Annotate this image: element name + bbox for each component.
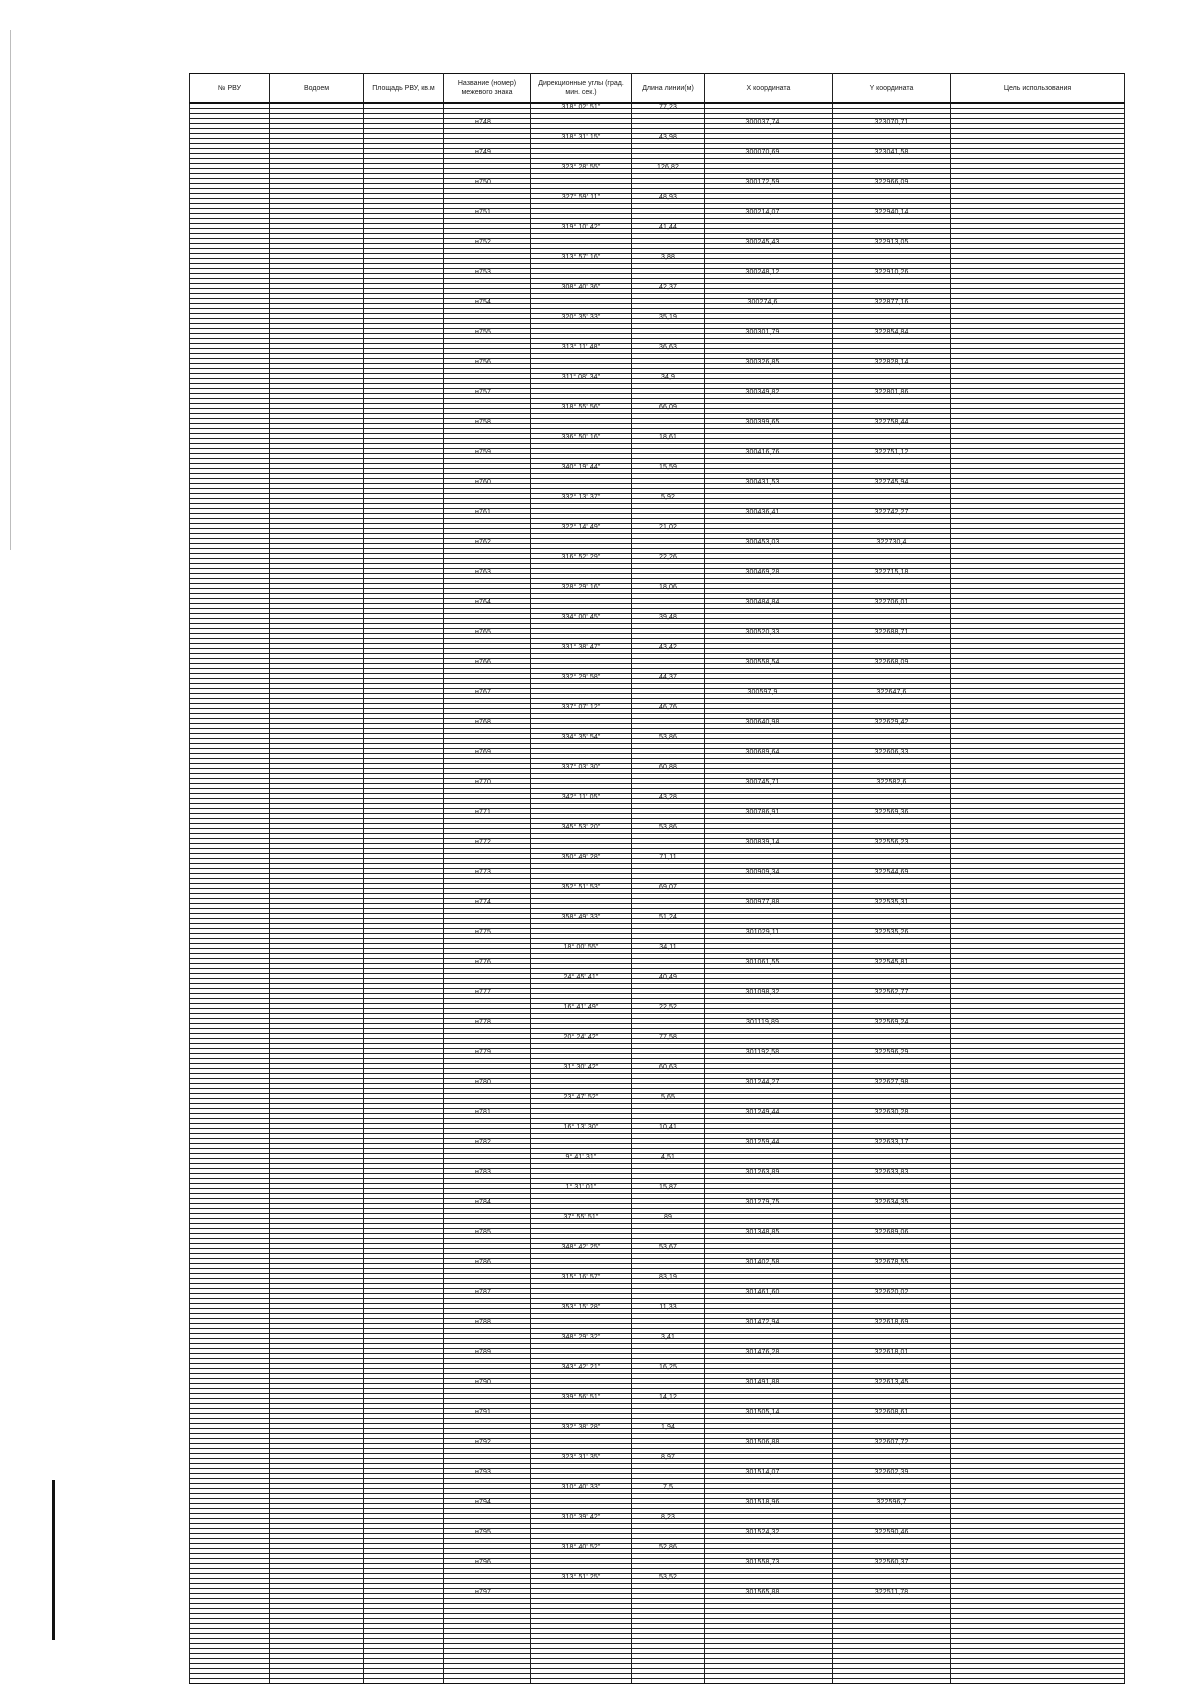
x-coordinate-value: 301061,55: [745, 959, 780, 966]
y-coordinate-value: 322647,6: [876, 689, 907, 696]
boundary-point-label: н774: [475, 899, 491, 906]
boundary-point-label: н775: [475, 929, 491, 936]
x-coordinate-value: 300597,9: [747, 689, 778, 696]
x-coordinate-value: 300274,6: [747, 299, 778, 306]
line-length-value: 53,86: [658, 734, 678, 741]
line-length-value: 77,58: [658, 1034, 678, 1041]
direction-angle-value: 308° 40' 36": [561, 284, 601, 291]
y-coordinate-value: 322940,14: [874, 209, 909, 216]
boundary-point-label: н793: [475, 1469, 491, 1476]
line-length-value: 7,5: [662, 1484, 674, 1491]
x-coordinate-value: 300326,85: [745, 359, 780, 366]
boundary-point-label: н784: [475, 1199, 491, 1206]
boundary-point-label: н786: [475, 1259, 491, 1266]
direction-angle-value: 1° 31' 01": [565, 1184, 597, 1191]
line-length-value: 5,65: [660, 1094, 676, 1101]
x-coordinate-value: 301192,58: [745, 1049, 780, 1056]
x-coordinate-value: 301402,58: [745, 1259, 780, 1266]
y-coordinate-value: 322854,84: [874, 329, 909, 336]
y-coordinate-value: 322877,16: [874, 299, 909, 306]
line-length-value: 41,44: [658, 224, 678, 231]
boundary-point-label: н769: [475, 749, 491, 756]
y-coordinate-value: 322668,09: [874, 659, 909, 666]
boundary-point-label: н782: [475, 1139, 491, 1146]
boundary-point-label: н759: [475, 449, 491, 456]
direction-angle-value: 337° 03' 30": [561, 764, 601, 771]
boundary-point-label: н779: [475, 1049, 491, 1056]
direction-angle-value: 345° 53' 20": [561, 824, 601, 831]
x-coordinate-value: 300070,69: [745, 149, 780, 156]
x-coordinate-value: 301476,28: [745, 1349, 780, 1356]
x-coordinate-value: 300640,98: [745, 719, 780, 726]
x-coordinate-value: 300301,79: [745, 329, 780, 336]
direction-angle-value: 331° 38' 47": [561, 644, 601, 651]
boundary-point-label: н777: [475, 989, 491, 996]
direction-angle-value: 18° 00' 55": [563, 944, 599, 951]
x-coordinate-value: 301518,96: [745, 1499, 780, 1506]
x-coordinate-value: 300172,59: [745, 179, 780, 186]
direction-angle-value: 313° 57' 16": [561, 254, 601, 261]
y-coordinate-value: 322562,77: [874, 989, 909, 996]
y-coordinate-value: 322535,31: [874, 899, 909, 906]
line-length-value: 48,93: [658, 194, 678, 201]
x-coordinate-value: 301279,75: [745, 1199, 780, 1206]
direction-angle-value: 342° 11' 05": [561, 794, 601, 801]
x-coordinate-value: 300399,65: [745, 419, 780, 426]
header-usage-purpose: Цель использования: [951, 74, 1125, 104]
boundary-point-label: н785: [475, 1229, 491, 1236]
y-coordinate-value: 322606,33: [874, 749, 909, 756]
line-length-value: 53,86: [658, 824, 678, 831]
direction-angle-value: 352° 51' 53": [561, 884, 601, 891]
line-length-value: 53,52: [658, 1574, 678, 1581]
direction-angle-value: 318° 55' 56": [561, 404, 601, 411]
direction-angle-value: 332° 38' 28": [561, 1424, 601, 1431]
direction-angle-value: 318° 02' 51": [561, 104, 601, 111]
x-coordinate-value: 300453,03: [745, 539, 780, 546]
y-coordinate-value: 322745,94: [874, 479, 909, 486]
y-coordinate-value: 322596,7: [876, 1499, 907, 1506]
x-coordinate-value: 300689,64: [745, 749, 780, 756]
header-water-body: Водоем: [270, 74, 364, 104]
line-length-value: 15,59: [658, 464, 678, 471]
y-coordinate-value: 322544,69: [874, 869, 909, 876]
line-length-value: 71,11: [659, 854, 677, 861]
line-length-value: 69,07: [658, 884, 678, 891]
direction-angle-value: 313° 51' 25": [561, 1574, 601, 1581]
y-coordinate-value: 322678,55: [874, 1259, 909, 1266]
x-coordinate-value: 300214,07: [745, 209, 780, 216]
x-coordinate-value: 300745,71: [745, 779, 780, 786]
boundary-point-label: н761: [475, 509, 491, 516]
table-body: [190, 103, 1125, 1684]
y-coordinate-value: 322913,05: [874, 239, 909, 246]
header-direction-angles: Дирекционные углы (град. мин. сек.): [531, 74, 632, 104]
y-coordinate-value: 322618,69: [874, 1319, 909, 1326]
x-coordinate-value: 300484,84: [745, 599, 780, 606]
x-coordinate-value: 301119,89: [746, 1019, 779, 1026]
line-length-value: 60,63: [658, 1064, 678, 1071]
table-cell: [531, 1679, 632, 1684]
boundary-point-label: н770: [475, 779, 491, 786]
header-y-coordinate: Y координата: [833, 74, 951, 104]
header-area: Площадь РВУ, кв.м: [364, 74, 444, 104]
direction-angle-value: 37° 55' 51": [563, 1214, 599, 1221]
boundary-point-label: н792: [475, 1439, 491, 1446]
scan-edge-mark: [52, 1480, 55, 1640]
x-coordinate-value: 300248,12: [745, 269, 780, 276]
line-length-value: 43,98: [658, 134, 678, 141]
x-coordinate-value: 300349,82: [745, 389, 780, 396]
x-coordinate-value: 301249,44: [745, 1109, 780, 1116]
line-length-value: 60,88: [658, 764, 678, 771]
table-cell: [270, 1679, 364, 1684]
y-coordinate-value: 322730,4: [876, 539, 907, 546]
y-coordinate-value: 322706,01: [874, 599, 909, 606]
boundary-point-label: н758: [475, 419, 491, 426]
boundary-point-label: н788: [475, 1319, 491, 1326]
table-cell: [364, 1679, 444, 1684]
direction-angle-value: 353° 15' 28": [561, 1304, 601, 1311]
x-coordinate-value: 301491,88: [745, 1379, 780, 1386]
boundary-point-label: н766: [475, 659, 491, 666]
y-coordinate-value: 322582,6: [876, 779, 907, 786]
table-cell: [705, 1679, 833, 1684]
table-row: [190, 1679, 1125, 1684]
boundary-point-label: н796: [475, 1559, 491, 1566]
boundary-point-label: н771: [475, 809, 491, 816]
x-coordinate-value: 300977,88: [745, 899, 780, 906]
direction-angle-value: 328° 29' 16": [561, 584, 601, 591]
direction-angle-value: 318° 40' 52": [561, 1544, 601, 1551]
line-length-value: 35,19: [658, 314, 678, 321]
x-coordinate-value: 300431,53: [745, 479, 780, 486]
direction-angle-value: 334° 00' 45": [561, 614, 601, 621]
table-cell: [632, 1679, 705, 1684]
y-coordinate-value: 322569,24: [874, 1019, 909, 1026]
line-length-value: 89: [664, 1214, 672, 1221]
line-length-value: 51,24: [658, 914, 678, 921]
boundary-point-label: н755: [475, 329, 491, 336]
table-cell: [833, 1679, 951, 1684]
y-coordinate-value: 322828,14: [874, 359, 909, 366]
boundary-point-label: н750: [475, 179, 491, 186]
boundary-point-label: н772: [475, 839, 491, 846]
x-coordinate-value: 300520,33: [745, 629, 780, 636]
y-coordinate-value: 322633,83: [874, 1169, 909, 1176]
y-coordinate-value: 322689,06: [874, 1229, 909, 1236]
line-length-value: 34,9: [660, 374, 676, 381]
y-coordinate-value: 322751,12: [874, 449, 909, 456]
header-rvu-number: № РВУ: [190, 74, 270, 104]
x-coordinate-value: 301263,89: [745, 1169, 780, 1176]
direction-angle-value: 310° 39' 42": [561, 1514, 601, 1521]
x-coordinate-value: 301244,27: [745, 1079, 780, 1086]
x-coordinate-value: 301472,94: [745, 1319, 780, 1326]
boundary-point-label: н787: [475, 1289, 491, 1296]
y-coordinate-value: 322742,27: [874, 509, 909, 516]
line-length-value: 53,67: [658, 1244, 678, 1251]
y-coordinate-value: 322602,39: [874, 1469, 909, 1476]
y-coordinate-value: 322633,17: [874, 1139, 909, 1146]
line-length-value: 52,86: [658, 1544, 678, 1551]
y-coordinate-value: 322590,46: [874, 1529, 909, 1536]
x-coordinate-value: 301524,32: [745, 1529, 780, 1536]
y-coordinate-value: 322596,29: [874, 1049, 909, 1056]
boundary-point-label: н794: [475, 1499, 491, 1506]
line-length-value: 5,92: [660, 494, 676, 501]
direction-angle-value: 327° 59' 11": [561, 194, 601, 201]
y-coordinate-value: 322758,44: [874, 419, 909, 426]
y-coordinate-value: 322966,09: [874, 179, 909, 186]
x-coordinate-value: 301565,88: [745, 1589, 780, 1596]
direction-angle-value: 315° 16' 57": [561, 1274, 601, 1281]
x-coordinate-value: 300037,74: [745, 119, 780, 126]
x-coordinate-value: 301348,85: [745, 1229, 780, 1236]
y-coordinate-value: 322634,35: [874, 1199, 909, 1206]
direction-angle-value: 310° 40' 33": [561, 1484, 601, 1491]
boundary-point-label: н752: [475, 239, 491, 246]
y-coordinate-value: 322620,02: [874, 1289, 909, 1296]
line-length-value: 126,82: [656, 164, 679, 171]
y-coordinate-value: 323070,71: [874, 119, 909, 126]
x-coordinate-value: 301029,11: [745, 929, 780, 936]
direction-angle-value: 16° 13' 30": [563, 1124, 599, 1131]
line-length-value: 36,63: [658, 344, 678, 351]
y-coordinate-value: 322715,18: [874, 569, 909, 576]
x-coordinate-value: 301558,73: [745, 1559, 780, 1566]
line-length-value: 18,06: [658, 584, 678, 591]
y-coordinate-value: 322618,01: [874, 1349, 909, 1356]
direction-angle-value: 350° 49' 28": [561, 854, 601, 861]
scan-edge-mark-top: [10, 30, 11, 550]
x-coordinate-value: 300558,54: [745, 659, 780, 666]
boundary-point-label: н753: [475, 269, 491, 276]
boundary-point-label: н748: [475, 119, 491, 126]
x-coordinate-value: 300245,43: [745, 239, 780, 246]
y-coordinate-value: 322629,42: [874, 719, 909, 726]
direction-angle-value: 343° 42' 21": [561, 1364, 601, 1371]
direction-angle-value: 31° 30' 42": [563, 1064, 599, 1071]
boundary-point-label: н767: [475, 689, 491, 696]
x-coordinate-value: 300469,28: [745, 569, 780, 576]
x-coordinate-value: 301259,44: [745, 1139, 780, 1146]
header-line-length: Длина линии(м): [632, 74, 705, 104]
y-coordinate-value: 322535,26: [874, 929, 909, 936]
line-length-value: 22,52: [658, 1004, 678, 1011]
y-coordinate-value: 322608,61: [874, 1409, 909, 1416]
line-length-value: 39,48: [658, 614, 678, 621]
direction-angle-value: 316° 52' 29": [561, 554, 601, 561]
direction-angle-value: 334° 35' 54": [561, 734, 601, 741]
boundary-point-label: н764: [475, 599, 491, 606]
line-length-value: 77,23: [658, 104, 678, 111]
direction-angle-value: 20° 24' 42": [563, 1034, 599, 1041]
boundary-point-label: н791: [475, 1409, 491, 1416]
y-coordinate-value: 322560,37: [874, 1559, 909, 1566]
boundary-point-label: н781: [475, 1109, 491, 1116]
line-length-value: 46,76: [658, 704, 678, 711]
y-coordinate-value: 322627,98: [874, 1079, 909, 1086]
line-length-value: 44,37: [658, 674, 678, 681]
direction-angle-value: 24° 45' 41": [563, 974, 599, 981]
line-length-value: 16,25: [658, 1364, 678, 1371]
x-coordinate-value: 300839,14: [745, 839, 780, 846]
boundary-point-label: н762: [475, 539, 491, 546]
y-coordinate-value: 322556,23: [874, 839, 909, 846]
line-length-value: 10,41: [658, 1124, 678, 1131]
y-coordinate-value: 322613,45: [874, 1379, 909, 1386]
line-length-value: 83,19: [658, 1274, 678, 1281]
direction-angle-value: 323° 31' 35": [561, 1454, 601, 1461]
direction-angle-value: 16° 41' 49": [563, 1004, 599, 1011]
line-length-value: 11,33: [659, 1304, 677, 1311]
direction-angle-value: 311° 08' 34": [561, 374, 601, 381]
boundary-point-label: н757: [475, 389, 491, 396]
line-length-value: 43,28: [658, 794, 678, 801]
x-coordinate-value: 301505,14: [745, 1409, 780, 1416]
boundary-point-label: н797: [475, 1589, 491, 1596]
boundary-point-label: н765: [475, 629, 491, 636]
boundary-point-label: н790: [475, 1379, 491, 1386]
line-length-value: 34,11: [659, 944, 677, 951]
line-length-value: 40,49: [658, 974, 678, 981]
table-cell: [190, 1679, 270, 1684]
direction-angle-value: 318° 31' 15": [561, 134, 601, 141]
y-coordinate-value: 322688,71: [874, 629, 909, 636]
direction-angle-value: 348° 42' 25": [561, 1244, 601, 1251]
boundary-point-label: н776: [475, 959, 491, 966]
direction-angle-value: 337° 07' 12": [561, 704, 601, 711]
x-coordinate-value: 300909,34: [745, 869, 780, 876]
direction-angle-value: 313° 11' 48": [561, 344, 601, 351]
x-coordinate-value: 301098,32: [745, 989, 780, 996]
table-cell: [444, 1679, 531, 1684]
line-length-value: 18,61: [658, 434, 678, 441]
direction-angle-value: 9° 41' 31": [565, 1154, 597, 1161]
direction-angle-value: 319° 10' 42": [561, 224, 601, 231]
y-coordinate-value: 322801,86: [874, 389, 909, 396]
x-coordinate-value: 300436,41: [745, 509, 780, 516]
direction-angle-value: 358° 49' 33": [561, 914, 601, 921]
boundary-point-label: н756: [475, 359, 491, 366]
boundary-point-label: н780: [475, 1079, 491, 1086]
line-length-value: 8,23: [660, 1514, 676, 1521]
line-length-value: 4,51: [660, 1154, 676, 1161]
y-coordinate-value: 322569,36: [874, 809, 909, 816]
direction-angle-value: 332° 13' 37": [561, 494, 601, 501]
direction-angle-value: 340° 19' 44": [561, 464, 601, 471]
boundary-point-label: н760: [475, 479, 491, 486]
boundary-point-label: н778: [475, 1019, 491, 1026]
x-coordinate-value: 301506,88: [745, 1439, 780, 1446]
boundary-point-label: н773: [475, 869, 491, 876]
x-coordinate-value: 301461,60: [745, 1289, 780, 1296]
boundary-point-label: н789: [475, 1349, 491, 1356]
line-length-value: 22,26: [658, 554, 678, 561]
line-length-value: 43,42: [658, 644, 678, 651]
x-coordinate-value: 300416,76: [745, 449, 780, 456]
line-length-value: 66,09: [658, 404, 678, 411]
y-coordinate-value: 322910,26: [874, 269, 909, 276]
table-cell: [951, 1679, 1125, 1684]
boundary-point-label: н768: [475, 719, 491, 726]
y-coordinate-value: 322607,72: [874, 1439, 909, 1446]
line-length-value: 3,88: [660, 254, 676, 261]
direction-angle-value: 348° 29' 32": [561, 1334, 601, 1341]
boundary-point-label: н751: [475, 209, 491, 216]
header-x-coordinate: X координата: [705, 74, 833, 104]
line-length-value: 1,94: [660, 1424, 676, 1431]
line-length-value: 42,37: [658, 284, 678, 291]
y-coordinate-value: 322630,28: [874, 1109, 909, 1116]
line-length-value: 14,12: [658, 1394, 678, 1401]
boundary-point-label: н795: [475, 1529, 491, 1536]
x-coordinate-value: 301514,07: [745, 1469, 780, 1476]
boundary-point-label: н749: [475, 149, 491, 156]
line-length-value: 8,97: [660, 1454, 676, 1461]
y-coordinate-value: 322511,78: [874, 1589, 909, 1596]
line-length-value: 15,87: [658, 1184, 678, 1191]
y-coordinate-value: 322545,81: [874, 959, 909, 966]
table-header-row: [190, 74, 1125, 104]
direction-angle-value: 336° 50' 16": [561, 434, 601, 441]
x-coordinate-value: 300786,91: [745, 809, 780, 816]
direction-angle-value: 320° 35' 33": [561, 314, 601, 321]
y-coordinate-value: 323041,58: [874, 149, 909, 156]
direction-angle-value: 322° 14' 49": [561, 524, 601, 531]
boundary-point-label: н783: [475, 1169, 491, 1176]
direction-angle-value: 23° 47' 52": [563, 1094, 599, 1101]
boundary-point-label: н754: [475, 299, 491, 306]
direction-angle-value: 323° 28' 55": [561, 164, 601, 171]
boundary-point-label: н763: [475, 569, 491, 576]
direction-angle-value: 339° 56' 51": [561, 1394, 601, 1401]
line-length-value: 21,02: [658, 524, 678, 531]
line-length-value: 3,41: [660, 1334, 676, 1341]
coordinates-table: [189, 73, 1125, 1684]
header-boundary-mark: Название (номер) межевого знака: [444, 74, 531, 104]
direction-angle-value: 332° 29' 58": [561, 674, 601, 681]
